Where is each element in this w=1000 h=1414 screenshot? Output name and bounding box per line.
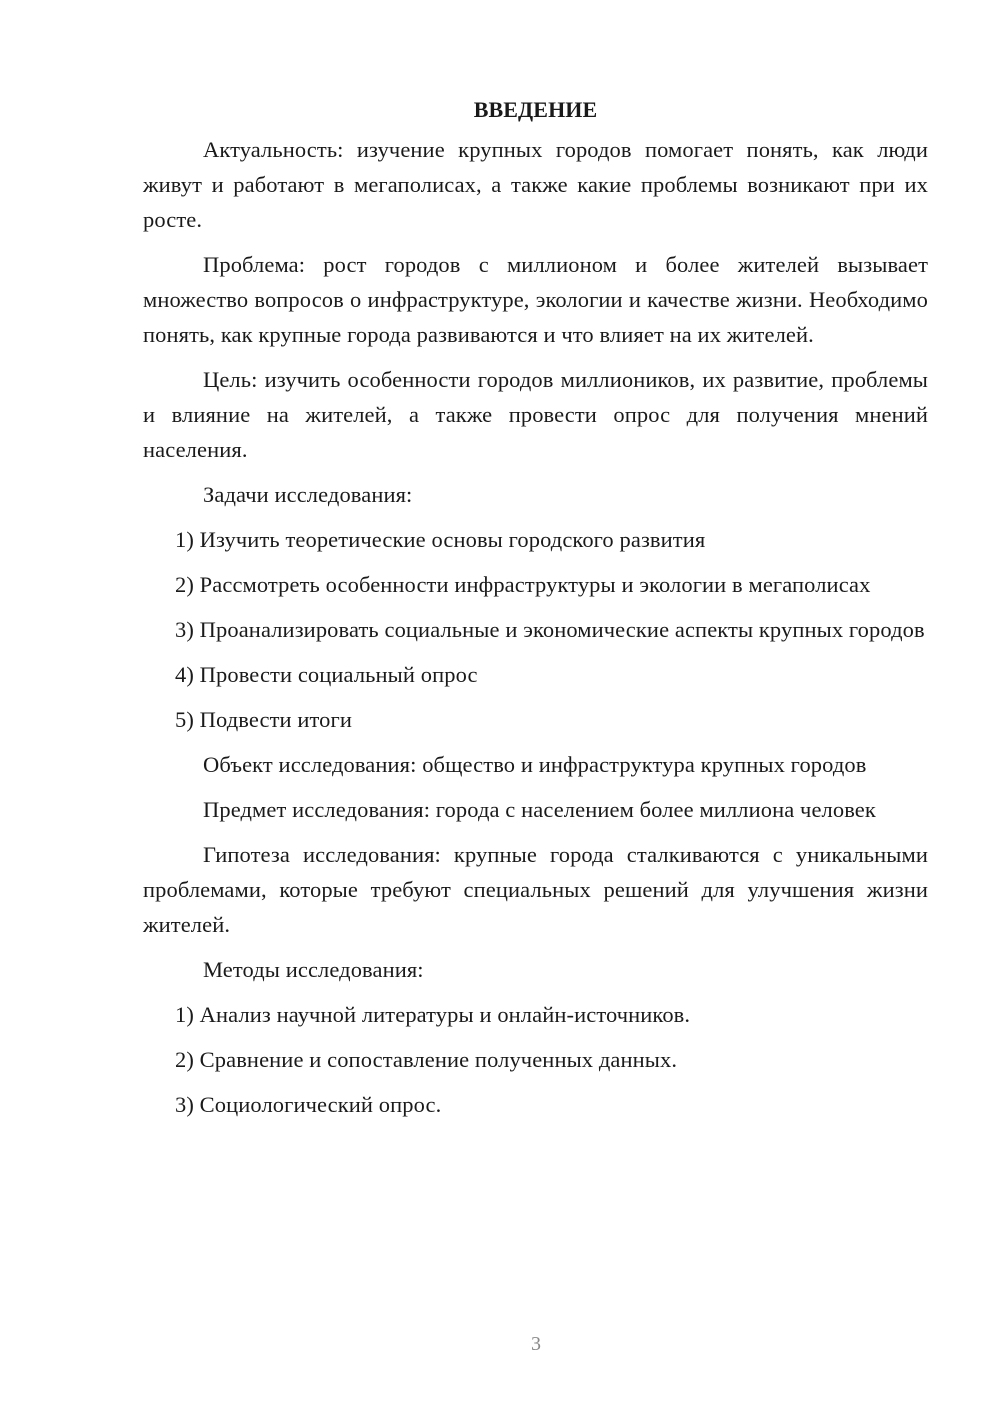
methods-heading: Методы исследования:	[203, 957, 424, 982]
task-item-2: 2) Рассмотреть особенности инфраструктуры и экологии в мегаполисах	[175, 572, 871, 597]
paragraph-subject: Предмет исследования: города с населением более миллиона человек	[203, 797, 876, 822]
task-item-4: 4) Провести социальный опрос	[175, 662, 478, 687]
task-item-3: 3) Проанализировать социальные и экономические аспекты крупных городов	[175, 617, 925, 642]
task-item-5: 5) Подвести итоги	[175, 707, 352, 732]
method-item-1: 1) Анализ научной литературы и онлайн-источников.	[175, 1002, 691, 1027]
page-number: 3	[531, 1333, 541, 1355]
task-item-1: 1) Изучить теоретические основы городского развития	[175, 527, 706, 552]
paragraph-goal: Цель: изучить особенности городов миллиоников, их развитие, проблемы и влияние на жителей, а также провести опрос для получения мнений населения.	[143, 367, 928, 462]
method-item-3: 3) Социологический опрос.	[175, 1092, 442, 1117]
paragraph-hypothesis: Гипотеза исследования: крупные города сталкиваются с уникальными проблемами, которые требуют специальных решений для улучшения жизни жителей.	[143, 842, 928, 937]
method-item-2: 2) Сравнение и сопоставление полученных данных.	[175, 1047, 678, 1072]
paragraph-relevance: Актуальность: изучение крупных городов помогает понять, как люди живут и работают в мегаполисах, а также какие проблемы возникают при их росте.	[143, 137, 928, 232]
page-content	[143, 92, 928, 1132]
tasks-heading: Задачи исследования:	[203, 482, 413, 507]
paragraph-problem: Проблема: рост городов с миллионом и более жителей вызывает множество вопросов о инфраструктуре, экологии и качестве жизни. Необходимо понять, как крупные города развиваются и что влияет на их жителей.	[143, 252, 928, 347]
page-title: ВВЕДЕНИЕ	[473, 97, 598, 122]
paragraph-object: Объект исследования: общество и инфраструктура крупных городов	[203, 752, 867, 777]
